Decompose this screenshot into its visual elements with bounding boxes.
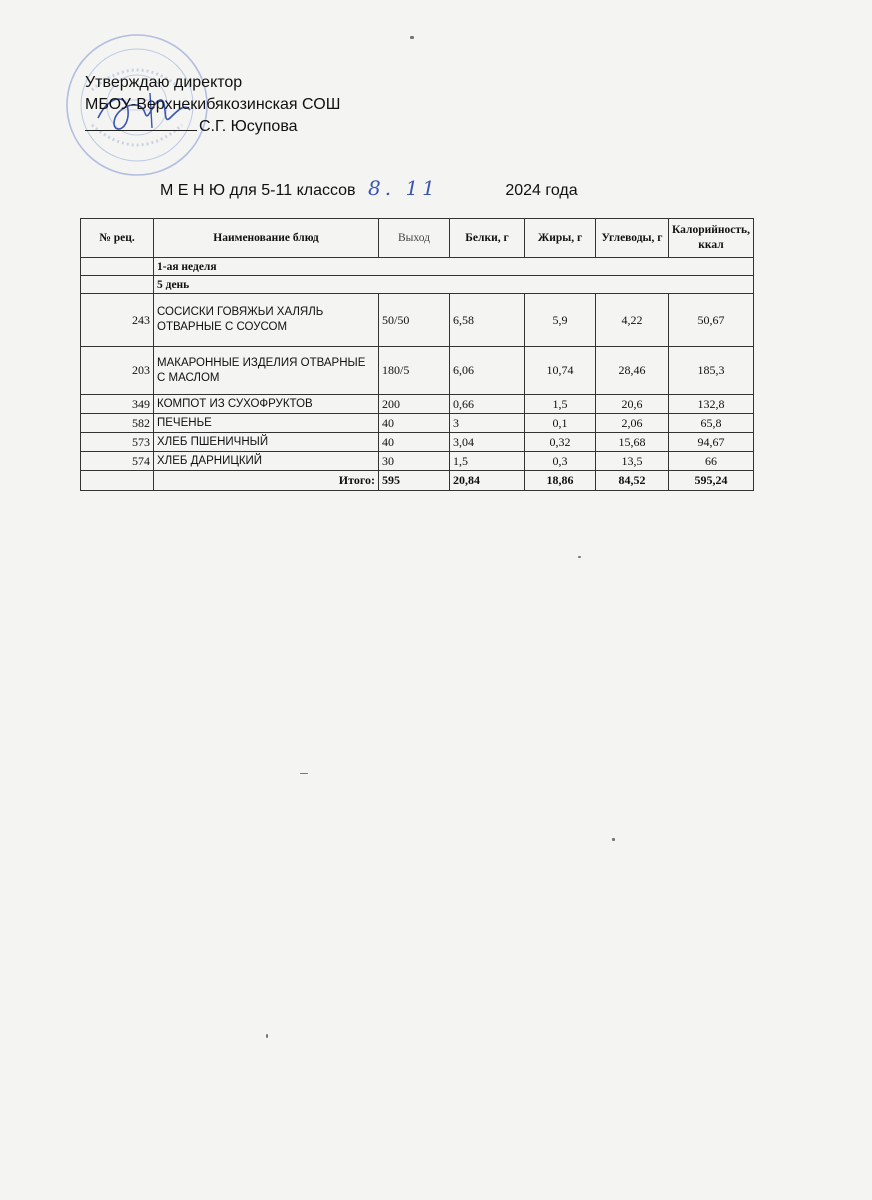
day-row: [81, 276, 754, 294]
row-fat: 10,74: [525, 347, 596, 395]
row-carbs: 20,6: [596, 395, 669, 414]
row-name: ПЕЧЕНЬЕ: [154, 414, 379, 433]
total-label: Итого:: [154, 471, 379, 491]
signature-line: [85, 116, 197, 131]
row-num: 243: [81, 294, 154, 347]
table-row: [81, 347, 754, 395]
row-out: 180/5: [379, 347, 450, 395]
row-calories: 65,8: [669, 414, 754, 433]
row-name: СОСИСКИ ГОВЯЖЬИ ХАЛЯЛЬ ОТВАРНЫЕ С СОУСОМ: [154, 294, 379, 347]
table-row: [81, 433, 754, 452]
menu-title-prefix: М Е Н Ю для 5-11 классов: [160, 182, 356, 199]
header-out: Выход: [379, 219, 450, 258]
row-protein: 3: [450, 414, 525, 433]
header-protein: Белки, г: [450, 219, 525, 258]
approval-title: Утверждаю директор: [85, 74, 243, 91]
scan-speck: [612, 838, 615, 841]
header-num: № рец.: [81, 219, 154, 258]
row-out: 40: [379, 433, 450, 452]
director-name: С.Г. Юсупова: [199, 118, 298, 135]
row-carbs: 13,5: [596, 452, 669, 471]
row-fat: 0,3: [525, 452, 596, 471]
table-row: [81, 395, 754, 414]
school-name: МБОУ-Верхнекибякозинская СОШ: [85, 96, 341, 113]
total-protein: 20,84: [450, 471, 525, 491]
row-fat: 5,9: [525, 294, 596, 347]
row-carbs: 15,68: [596, 433, 669, 452]
total-carbs: 84,52: [596, 471, 669, 491]
day-label: 5 день: [154, 276, 754, 294]
row-name: ХЛЕБ ДАРНИЦКИЙ: [154, 452, 379, 471]
row-out: 30: [379, 452, 450, 471]
row-out: 200: [379, 395, 450, 414]
row-fat: 1,5: [525, 395, 596, 414]
row-calories: 132,8: [669, 395, 754, 414]
header-carbs: Углеводы, г: [596, 219, 669, 258]
scan-speck: [410, 36, 414, 39]
table-row: [81, 294, 754, 347]
row-num: 349: [81, 395, 154, 414]
row-calories: 185,3: [669, 347, 754, 395]
handwritten-date: 8. 11: [368, 176, 439, 200]
table-row: [81, 452, 754, 471]
menu-table: [80, 218, 754, 491]
row-name: КОМПОТ ИЗ СУХОФРУКТОВ: [154, 395, 379, 414]
row-num: 582: [81, 414, 154, 433]
row-calories: 94,67: [669, 433, 754, 452]
scan-speck: [266, 1034, 268, 1038]
row-protein: 6,58: [450, 294, 525, 347]
total-row: [81, 471, 754, 491]
table-header-row: [81, 219, 754, 258]
row-carbs: 28,46: [596, 347, 669, 395]
row-num: 573: [81, 433, 154, 452]
scan-speck: [300, 773, 308, 774]
table-row: [81, 414, 754, 433]
header-calories: Калорийность, ккал: [669, 219, 754, 258]
total-calories: 595,24: [669, 471, 754, 491]
menu-year: 2024 года: [505, 182, 578, 199]
row-protein: 6,06: [450, 347, 525, 395]
scan-speck: [578, 556, 581, 558]
total-out: 595: [379, 471, 450, 491]
row-protein: 1,5: [450, 452, 525, 471]
row-carbs: 2,06: [596, 414, 669, 433]
approval-block: [85, 72, 340, 138]
row-fat: 0,32: [525, 433, 596, 452]
header-fat: Жиры, г: [525, 219, 596, 258]
row-num: 203: [81, 347, 154, 395]
row-calories: 66: [669, 452, 754, 471]
row-out: 50/50: [379, 294, 450, 347]
row-calories: 50,67: [669, 294, 754, 347]
week-row: [81, 258, 754, 276]
row-out: 40: [379, 414, 450, 433]
row-name: ХЛЕБ ПШЕНИЧНЫЙ: [154, 433, 379, 452]
total-fat: 18,86: [525, 471, 596, 491]
row-num: 574: [81, 452, 154, 471]
row-carbs: 4,22: [596, 294, 669, 347]
header-name: Наименование блюд: [154, 219, 379, 258]
row-protein: 3,04: [450, 433, 525, 452]
row-fat: 0,1: [525, 414, 596, 433]
row-protein: 0,66: [450, 395, 525, 414]
menu-title: [160, 176, 578, 200]
week-label: 1-ая неделя: [154, 258, 754, 276]
row-name: МАКАРОННЫЕ ИЗДЕЛИЯ ОТВАРНЫЕ С МАСЛОМ: [154, 347, 379, 395]
